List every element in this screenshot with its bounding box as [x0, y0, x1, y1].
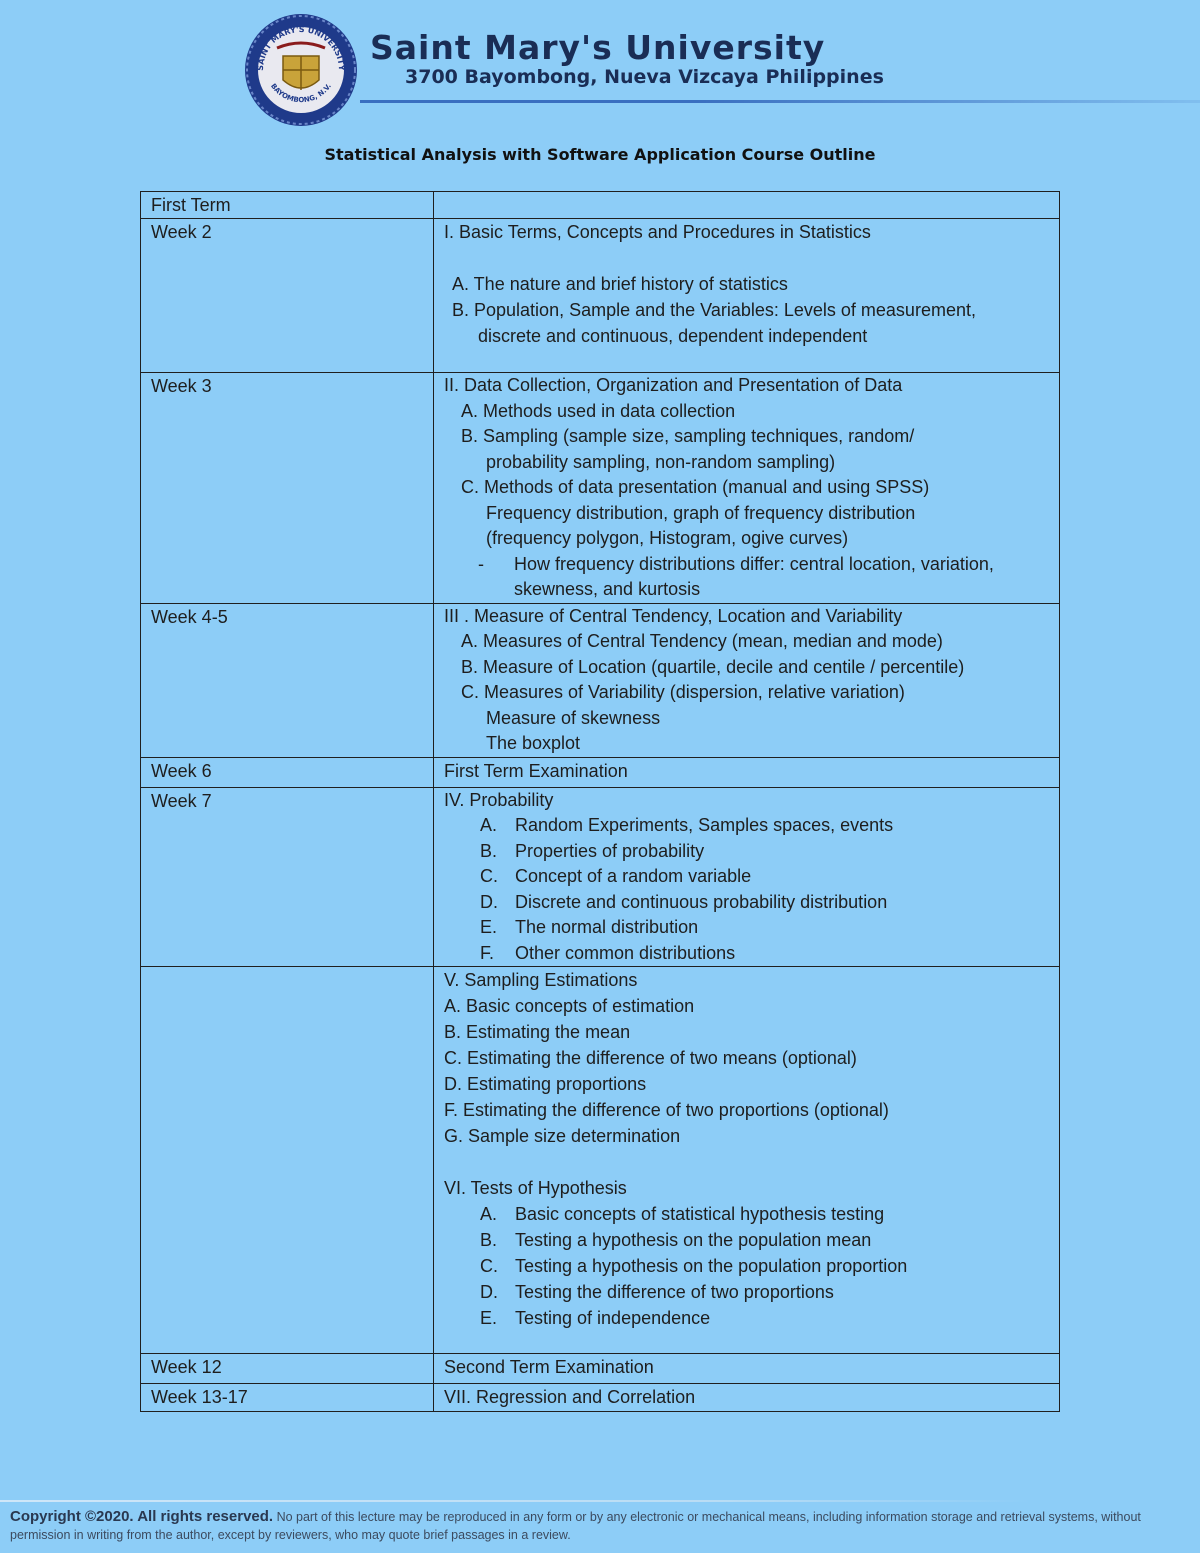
topic-line: Frequency distribution, graph of frequency distribution [486, 502, 916, 523]
list-marker: C. [480, 866, 498, 886]
university-seal-logo [243, 12, 359, 128]
svg-text:BAYOMBONG, N.V.: BAYOMBONG, N.V. [269, 82, 333, 105]
week-cell: Week 2 [141, 219, 434, 373]
dash-bullet: - [478, 553, 484, 574]
table-row [141, 1384, 1060, 1412]
list-item [444, 1227, 1049, 1253]
list-item [444, 864, 1049, 890]
topic-line: Properties of probability [515, 840, 705, 861]
topic-line: Measure of skewness [486, 707, 661, 728]
week-cell: Week 4-5 [141, 603, 434, 757]
topic-line: discrete and continuous, dependent independent [478, 326, 868, 346]
topic-line: V. Sampling Estimations [444, 970, 638, 990]
topic-line: G. Sample size determination [444, 1126, 681, 1146]
header-divider [360, 100, 1200, 103]
table-row [141, 219, 1060, 373]
topic-line: Testing the difference of two proportions [515, 1282, 834, 1302]
table-row [141, 1354, 1060, 1384]
topic-line: The boxplot [486, 733, 581, 753]
table-row [141, 787, 1060, 967]
week-cell: Week 7 [141, 787, 434, 967]
topics-cell [434, 219, 1060, 373]
copyright-label: Copyright ©2020. All rights reserved. [10, 1508, 274, 1525]
week-cell: Week 13-17 [141, 1384, 434, 1412]
list-marker: D. [480, 891, 498, 912]
university-address: 3700 Bayombong, Nueva Vizcaya Philippines [405, 66, 884, 88]
topic-line: Testing a hypothesis on the population mean [515, 1230, 872, 1250]
week-cell: Week 6 [141, 757, 434, 787]
topic-line: IV. Probability [444, 789, 554, 810]
topic-line: Basic concepts of statistical hypothesis testing [515, 1204, 885, 1224]
footer-divider [0, 1500, 1030, 1502]
list-marker: B. [480, 840, 498, 861]
list-item [444, 1201, 1049, 1227]
topics-cell [434, 967, 1060, 1354]
course-outline-table [140, 191, 1060, 1412]
topic-line: Testing a hypothesis on the population proportion [515, 1256, 908, 1276]
topic-line: A. Methods used in data collection [461, 400, 736, 421]
list-item [444, 1279, 1049, 1305]
topics-cell: VII. Regression and Correlation [434, 1384, 1060, 1412]
topic-line: II. Data Collection, Organization and Presentation of Data [444, 375, 903, 395]
topic-line: B. Measure of Location (quartile, decile and centile / percentile) [461, 656, 965, 677]
topics-cell: First Term Examination [434, 757, 1060, 787]
list-item [444, 890, 1049, 916]
topic-line: Concept of a random variable [515, 866, 752, 886]
topic-line: III . Measure of Central Tendency, Location and Variability [444, 605, 903, 626]
topic-line: How frequency distributions differ: central location, variation, [514, 553, 994, 574]
topic-line: probability sampling, non-random sampling) [486, 451, 836, 472]
table-header-row [141, 192, 1060, 219]
topic-line: B. Sampling (sample size, sampling techniques, random/ [461, 426, 915, 446]
topics-cell: Second Term Examination [434, 1354, 1060, 1384]
list-marker: A. [480, 1204, 498, 1224]
table-row [141, 373, 1060, 604]
list-item [444, 1305, 1049, 1331]
week-cell: Week 12 [141, 1354, 434, 1384]
topic-line: The normal distribution [515, 917, 699, 937]
list-marker: E. [480, 1308, 498, 1328]
topics-cell [434, 373, 1060, 604]
list-marker: A. [480, 815, 498, 835]
topic-line: I. Basic Terms, Concepts and Procedures in Statistics [444, 222, 871, 242]
table-row [141, 603, 1060, 757]
topic-line: A. Measures of Central Tendency (mean, median and mode) [461, 631, 943, 651]
table-row [141, 967, 1060, 1354]
page-header [0, 0, 1200, 130]
topic-line: B. Estimating the mean [444, 1022, 631, 1042]
topic-line: Random Experiments, Samples spaces, events [515, 815, 894, 835]
topic-line: B. Population, Sample and the Variables: Levels of measurement, [452, 300, 976, 320]
list-marker: F. [480, 942, 495, 963]
topics-cell [434, 787, 1060, 967]
term-header-cell: First Term [141, 192, 434, 219]
empty-header-cell [434, 192, 1060, 219]
topic-line: F. Estimating the difference of two proportions (optional) [444, 1100, 889, 1120]
list-marker: C. [480, 1256, 498, 1276]
list-item [444, 813, 1049, 839]
list-item [444, 1253, 1049, 1279]
list-marker: E. [480, 917, 498, 937]
topic-line: skewness, and kurtosis [514, 579, 701, 599]
topic-line: D. Estimating proportions [444, 1074, 647, 1094]
svg-text:SAINT MARY'S UNIVERSITY: SAINT MARY'S UNIVERSITY [255, 24, 347, 71]
topic-line: C. Estimating the difference of two means (optional) [444, 1048, 857, 1068]
list-marker: B. [480, 1230, 498, 1250]
list-marker: D. [480, 1282, 498, 1302]
table-row [141, 757, 1060, 787]
topic-line: VI. Tests of Hypothesis [444, 1178, 627, 1198]
topic-line: (frequency polygon, Histogram, ogive curves) [486, 528, 849, 548]
week-cell: Week 3 [141, 373, 434, 604]
topic-line: C. Methods of data presentation (manual and using SPSS) [461, 477, 930, 497]
topic-line: A. The nature and brief history of statistics [452, 274, 788, 294]
topic-line: Other common distributions [515, 942, 736, 963]
bullet-line [444, 552, 1049, 578]
topic-line: C. Measures of Variability (dispersion, relative variation) [461, 682, 905, 702]
topics-cell [434, 603, 1060, 757]
document-title: Statistical Analysis with Software Application Course Outline [324, 145, 876, 164]
week-cell [141, 967, 434, 1354]
list-item [444, 915, 1049, 941]
topic-line: Discrete and continuous probability distribution [515, 891, 888, 912]
topic-line: Testing of independence [515, 1308, 711, 1328]
copyright-footer [10, 1508, 1195, 1544]
university-name: Saint Mary's University [370, 28, 826, 67]
copyright-notice: No part of this lecture may be reproduced in any form or by any electronic or mechanical means, including information storage and retrieval systems, without permission in writing from the author, except by reviewers, who may quote brief passages in a review. [10, 1510, 1141, 1542]
list-item [444, 941, 1049, 967]
topic-line: A. Basic concepts of estimation [444, 996, 695, 1016]
list-item [444, 839, 1049, 865]
